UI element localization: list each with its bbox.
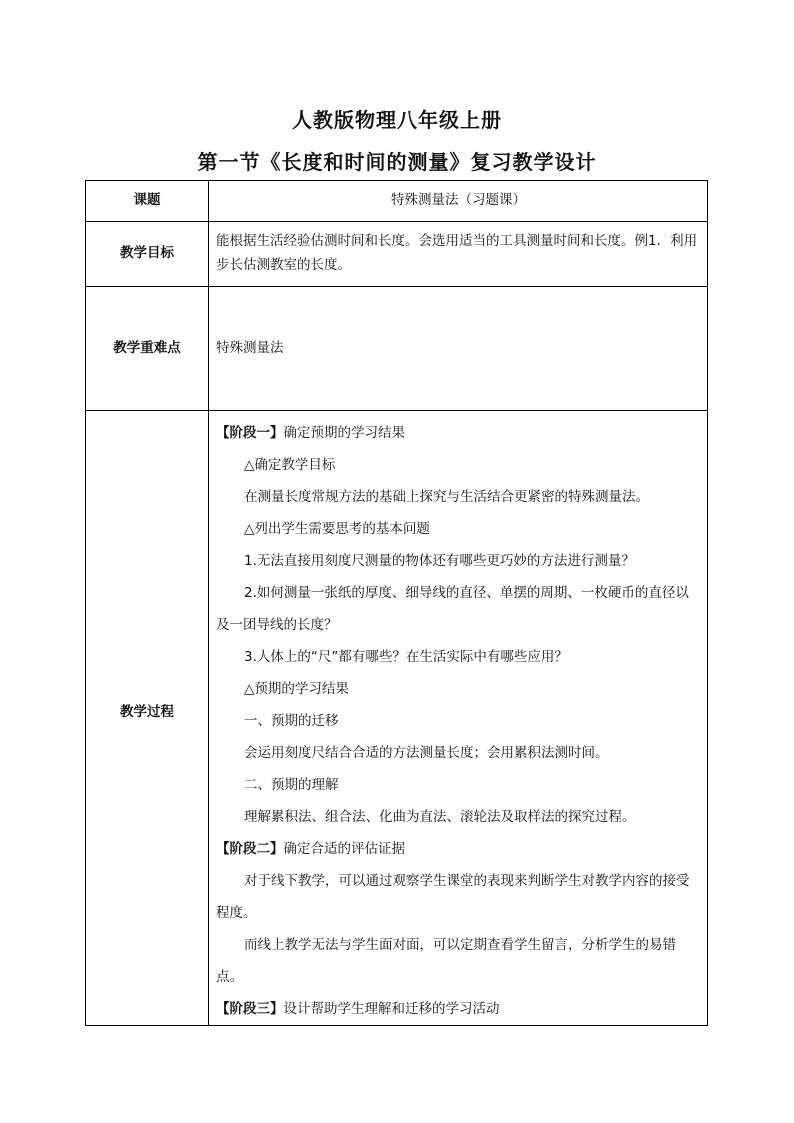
process-paragraph: 在测量长度常规方法的基础上探究与生活结合更紧密的特殊测量法。	[244, 489, 649, 505]
stage-1-tag: 【阶段一】	[216, 425, 284, 441]
stage-3-title: 设计帮助学生理解和迁移的学习活动	[283, 1001, 500, 1017]
stage-1-heading	[216, 417, 701, 449]
process-paragraph: 对于线下教学，可以通过观察学生课堂的表现来判断学生对教学内容的接受程度。	[216, 873, 690, 921]
process-paragraph: △列出学生需要思考的基本问题	[244, 521, 430, 537]
document-title: 人教版物理八年级上册	[292, 108, 502, 132]
stage-2-title: 确定合适的评估证据	[283, 841, 405, 857]
process-paragraph: 二、预期的理解	[244, 777, 339, 793]
process-paragraph: 而线上教学无法与学生面对面，可以定期查看学生留言，分析学生的易错点。	[216, 937, 676, 985]
stage-2-tag: 【阶段二】	[216, 841, 284, 857]
table-row-key-points	[86, 287, 708, 411]
process-paragraph: 理解累积法、组合法、化曲为直法、滚轮法及取样法的探究过程。	[244, 809, 636, 825]
process-content	[209, 411, 708, 1026]
process-paragraph: △预期的学习结果	[244, 681, 349, 697]
goal-value: 能根据生活经验估测时间和长度。会选用适当的工具测量时间和长度。例1．利用步长估测教室的长度。	[209, 222, 708, 287]
process-label: 教学过程	[86, 411, 209, 1026]
process-paragraph: 一、预期的迁移	[244, 713, 339, 729]
topic-value: 特殊测量法（习题课）	[209, 181, 708, 222]
process-paragraph: △确定教学目标	[244, 457, 336, 473]
key-points-value: 特殊测量法	[209, 287, 708, 411]
table-row-process	[86, 411, 708, 1026]
question-1: 1.无法直接用刻度尺测量的物体还有哪些更巧妙的方法进行测量？	[244, 553, 635, 569]
stage-1-title: 确定预期的学习结果	[283, 425, 405, 441]
stage-3-heading	[216, 993, 701, 1025]
stage-2-heading	[216, 833, 701, 865]
table-row-goal	[86, 222, 708, 287]
question-3: 3.人体上的“尺”都有哪些？在生活实际中有哪些应用？	[244, 649, 568, 665]
document-subtitle: 第一节《长度和时间的测量》复习教学设计	[197, 150, 597, 174]
goal-label: 教学目标	[86, 222, 209, 287]
process-paragraph: 会运用刻度尺结合合适的方法测量长度；会用累积法测时间。	[244, 745, 609, 761]
topic-label: 课题	[86, 181, 209, 222]
stage-3-tag: 【阶段三】	[216, 1001, 284, 1017]
table-row-topic	[86, 181, 708, 222]
question-2: 2.如何测量一张纸的厚度、细导线的直径、单摆的周期、一枚硬币的直径以及一团导线的长度？	[216, 585, 689, 633]
key-points-label: 教学重难点	[86, 287, 209, 411]
lesson-plan-table	[85, 180, 708, 1026]
